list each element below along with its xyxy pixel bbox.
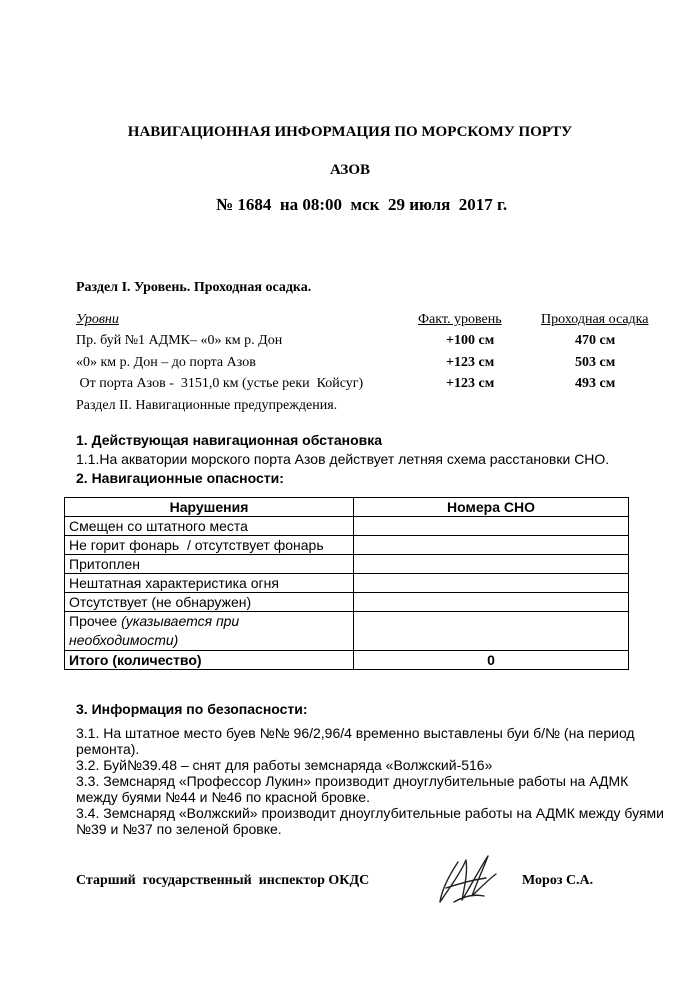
draft-value: 493 см	[575, 376, 616, 391]
sno-numbers-cell	[354, 593, 629, 612]
table-row	[65, 593, 629, 612]
violations-column-header: Нарушения	[65, 498, 354, 517]
draft-value: 503 см	[575, 355, 616, 370]
safety-item: 3.3. Земснаряд «Профессор Лукин» производит дноуглубительные работы на АДМК между буями №44 и №46 по красной бровке.	[76, 773, 629, 805]
hazards-heading: 2. Навигационные опасности:	[76, 470, 284, 486]
segment-name: «0» км р. Дон – до порта Азов	[76, 355, 256, 370]
other-note-line1: (указывается при	[121, 613, 240, 629]
safety-heading: 3. Информация по безопасности:	[76, 701, 308, 717]
handwritten-signature-icon	[428, 844, 508, 914]
violation-label: Отсутствует (не обнаружен)	[65, 593, 354, 612]
levels-column-header: Уровни	[76, 312, 119, 327]
segment-name: От порта Азов - 3151,0 км (устье реки Койсуг)	[76, 376, 364, 391]
table-header-row	[65, 498, 629, 517]
safety-item: 3.2. Буй№39.48 – снят для работы земснаряда «Волжский-516»	[76, 757, 493, 773]
current-situation-heading: 1. Действующая навигационная обстановка	[76, 432, 383, 448]
actual-level-value: +123 см	[446, 376, 495, 391]
hazards-table	[64, 497, 629, 670]
sno-numbers-cell	[354, 536, 629, 555]
bulletin-number: № 1684 на 08:00 мск 29 июля 2017 г.	[216, 195, 508, 214]
table-row-other	[65, 612, 629, 651]
sno-numbers-cell	[354, 555, 629, 574]
table-row	[65, 555, 629, 574]
port-name: АЗОВ	[329, 162, 371, 178]
safety-item: 3.4. Земснаряд «Волжский» производит дноуглубительные работы на АДМК между буями №39 и №37 по зеленой бровке.	[76, 805, 665, 837]
other-label: Прочее	[69, 613, 122, 629]
signatory-name: Мороз С.А.	[522, 873, 594, 888]
sno-numbers-cell	[354, 517, 629, 536]
section1-heading: Раздел I. Уровень. Проходная осадка.	[76, 280, 312, 295]
violation-label: Не горит фонарь / отсутствует фонарь	[65, 536, 354, 555]
total-value: 0	[354, 651, 629, 670]
table-row	[65, 536, 629, 555]
segment-name: Пр. буй №1 АДМК– «0» км р. Дон	[76, 333, 283, 348]
sno-numbers-column-header: Номера СНО	[354, 498, 629, 517]
other-violation-cell	[65, 612, 354, 651]
section2-heading: Раздел II. Навигационные предупреждения.	[76, 398, 338, 413]
current-situation-text: 1.1.На акватории морского порта Азов действует летняя схема расстановки СНО.	[76, 451, 610, 467]
violation-label: Притоплен	[65, 555, 354, 574]
safety-info-list	[76, 725, 676, 837]
violation-label: Смещен со штатного места	[65, 517, 354, 536]
safety-item: 3.1. На штатное место буев №№ 96/2,96/4 временно выставлены буи б/№ (на период ремонта).	[76, 725, 635, 757]
sno-numbers-cell	[354, 574, 629, 593]
violation-label: Нештатная характеристика огня	[65, 574, 354, 593]
total-label: Итого (количество)	[65, 651, 354, 670]
table-row	[65, 574, 629, 593]
document-title: НАВИГАЦИОННАЯ ИНФОРМАЦИЯ ПО МОРСКОМУ ПОРТУ	[127, 124, 573, 140]
signatory-position: Старший государственный инспектор ОКДС	[76, 873, 370, 888]
actual-level-value: +123 см	[446, 355, 495, 370]
draft-value: 470 см	[575, 333, 616, 348]
sno-numbers-cell	[354, 612, 629, 651]
draft-column-header: Проходная осадка	[541, 312, 649, 327]
table-total-row	[65, 651, 629, 670]
actual-level-value: +100 см	[446, 333, 495, 348]
other-note-line2: необходимости)	[69, 632, 179, 648]
actual-level-column-header: Факт. уровень	[418, 312, 502, 327]
table-row	[65, 517, 629, 536]
